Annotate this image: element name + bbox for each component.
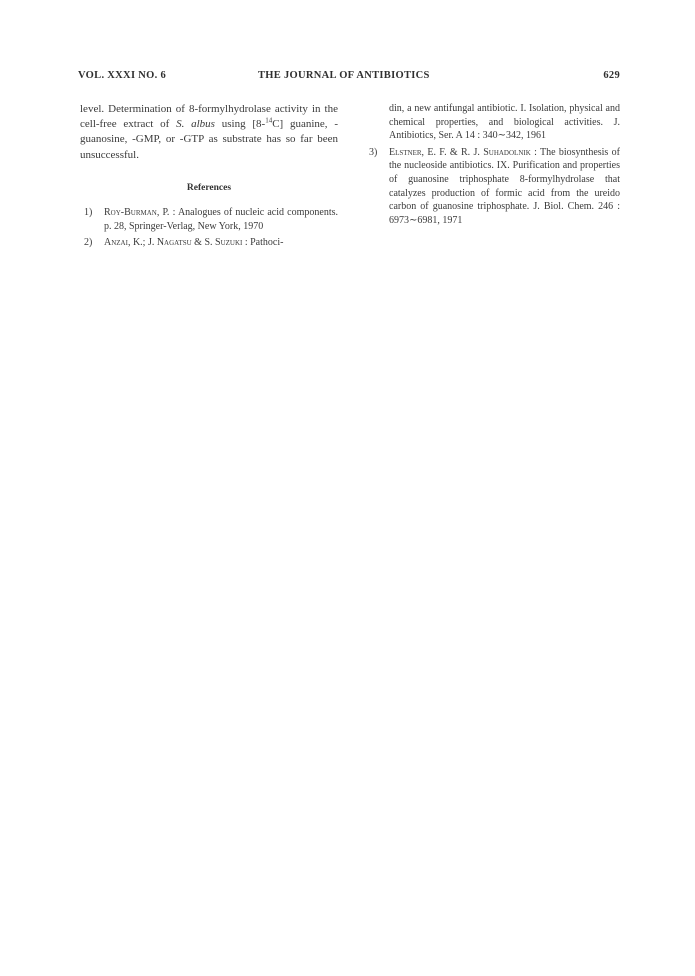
isotope-superscript: 14 xyxy=(265,116,273,125)
volume-label: VOL. XXXI NO. 6 xyxy=(78,70,167,81)
journal-title: THE JOURNAL OF ANTIBIOTICS xyxy=(258,70,430,81)
right-column xyxy=(365,102,620,230)
paragraph-text-1: level. Determination of 8-formylhydrolase activity in the cell-free extract of xyxy=(80,103,338,131)
paragraph-text-2: using [8- xyxy=(214,118,266,131)
reference-number: 2) xyxy=(84,237,93,249)
reference-item-3 xyxy=(365,146,620,228)
page-number: 629 xyxy=(603,70,620,81)
reference-authors: Anzai, K.; J. Nagatsu & S. Suzuki xyxy=(104,237,243,249)
species-name: S. albus xyxy=(176,118,215,131)
reference-text: : Pathoci- xyxy=(242,237,284,249)
reference-item-1 xyxy=(80,206,338,233)
reference-number: 3) xyxy=(369,146,378,158)
left-column xyxy=(80,102,338,253)
reference-item-2-continuation xyxy=(365,102,620,143)
reference-item-2 xyxy=(80,236,338,250)
reference-text: din, a new antifungal antibiotic. I. Isolation, physical and chemical properties, and biological activities. J. Antibiotics, Ser. A 14 : 340∼342, 1961 xyxy=(389,103,620,142)
reference-text: : Analogues of nucleic acid components. p. 28, Springer-Verlag, New York, 1970 xyxy=(104,207,338,232)
running-header xyxy=(78,70,620,88)
reference-authors: Elstner, E. F. & R. J. Suhadolnik xyxy=(389,146,531,158)
body-paragraph xyxy=(80,102,338,163)
paragraph-text-3: C] guanine, -guanosine, -GMP, or -GTP as substrate has so far been unsuccessful. xyxy=(80,118,338,161)
reference-number: 1) xyxy=(84,207,93,219)
reference-authors: Roy-Burman, P. xyxy=(104,207,170,219)
references-heading: References xyxy=(186,182,232,193)
reference-text: : The biosynthesis of the nucleoside antibiotics. IX. Purification and properties of guanosine triphosphate 8-formylhydrolase that catalyzes production of formic acid from the ureido carbon of guanosine triphosphate. J. Biol. Chem. 246 : 6973∼6981, 1971 xyxy=(389,146,620,226)
